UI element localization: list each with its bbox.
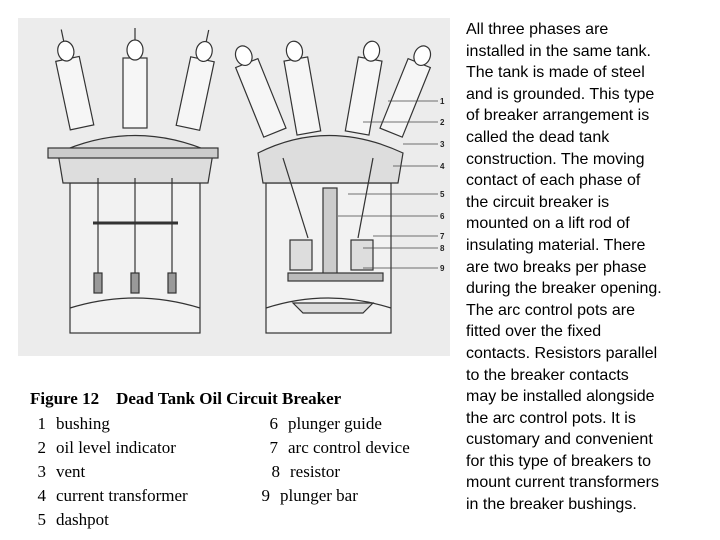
caption-title: Figure 12 Dead Tank Oil Circuit Breaker — [30, 389, 342, 408]
legend-item: 1 bushing — [37, 414, 110, 433]
description-line: mounted on a lift rod of — [466, 215, 630, 233]
description-line: in the breaker bushings. — [466, 496, 637, 514]
description-line: The arc control pots are — [466, 301, 635, 319]
description-line: construction. The moving — [466, 150, 645, 168]
callout-2: 2 — [440, 118, 445, 127]
legend-item: 3 vent — [37, 462, 86, 481]
description-line: of breaker arrangement is — [466, 107, 650, 125]
description-line: insulating material. There — [466, 236, 646, 254]
description-line: installed in the same tank. — [466, 42, 651, 60]
callout-3: 3 — [440, 140, 445, 149]
callout-5: 5 — [440, 190, 445, 199]
description-line: the circuit breaker is — [466, 193, 610, 211]
legend-item: 7 arc control device — [269, 438, 410, 457]
circuit-breaker-figure — [18, 18, 450, 356]
description-line: and is grounded. This type — [466, 85, 655, 103]
breaker-drawing — [18, 18, 450, 356]
description-text — [466, 19, 716, 516]
description-line: The tank is made of steel — [466, 64, 645, 82]
legend-item: 8 resistor — [271, 462, 341, 481]
description-line: fitted over the fixed — [466, 323, 602, 341]
callout-8: 8 — [440, 244, 445, 253]
callout-6: 6 — [440, 212, 445, 221]
description-line: customary and convenient — [466, 431, 653, 449]
legend-item: 9 plunger bar — [261, 486, 358, 505]
legend-item: 6 plunger guide — [269, 414, 382, 433]
figure-caption — [30, 389, 341, 411]
description-line: are two breaks per phase — [466, 258, 647, 276]
description-line: during the breaker opening. — [466, 280, 662, 298]
callout-7: 7 — [440, 232, 445, 241]
description-line: contact of each phase of — [466, 172, 641, 190]
description-line: All three phases are — [466, 21, 609, 38]
description-line: contacts. Resistors parallel — [466, 344, 658, 362]
description-line: may be installed alongside — [466, 388, 655, 406]
description-line: called the dead tank — [466, 128, 610, 146]
legend-item: 4 current transformer — [37, 486, 188, 505]
right-breaker-view — [229, 39, 437, 333]
callout-1: 1 — [440, 97, 445, 106]
legend-item: 5 dashpot — [37, 510, 109, 529]
legend-item: 2 oil level indicator — [37, 438, 176, 457]
callout-4: 4 — [440, 162, 445, 171]
left-breaker-view — [48, 27, 220, 333]
description-line: to the breaker contacts — [466, 366, 629, 384]
description-line: mount current transformers — [466, 474, 659, 492]
callout-9: 9 — [440, 264, 445, 273]
description-line: the arc control pots. It is — [466, 409, 636, 427]
description-line: for this type of breakers to — [466, 452, 651, 470]
